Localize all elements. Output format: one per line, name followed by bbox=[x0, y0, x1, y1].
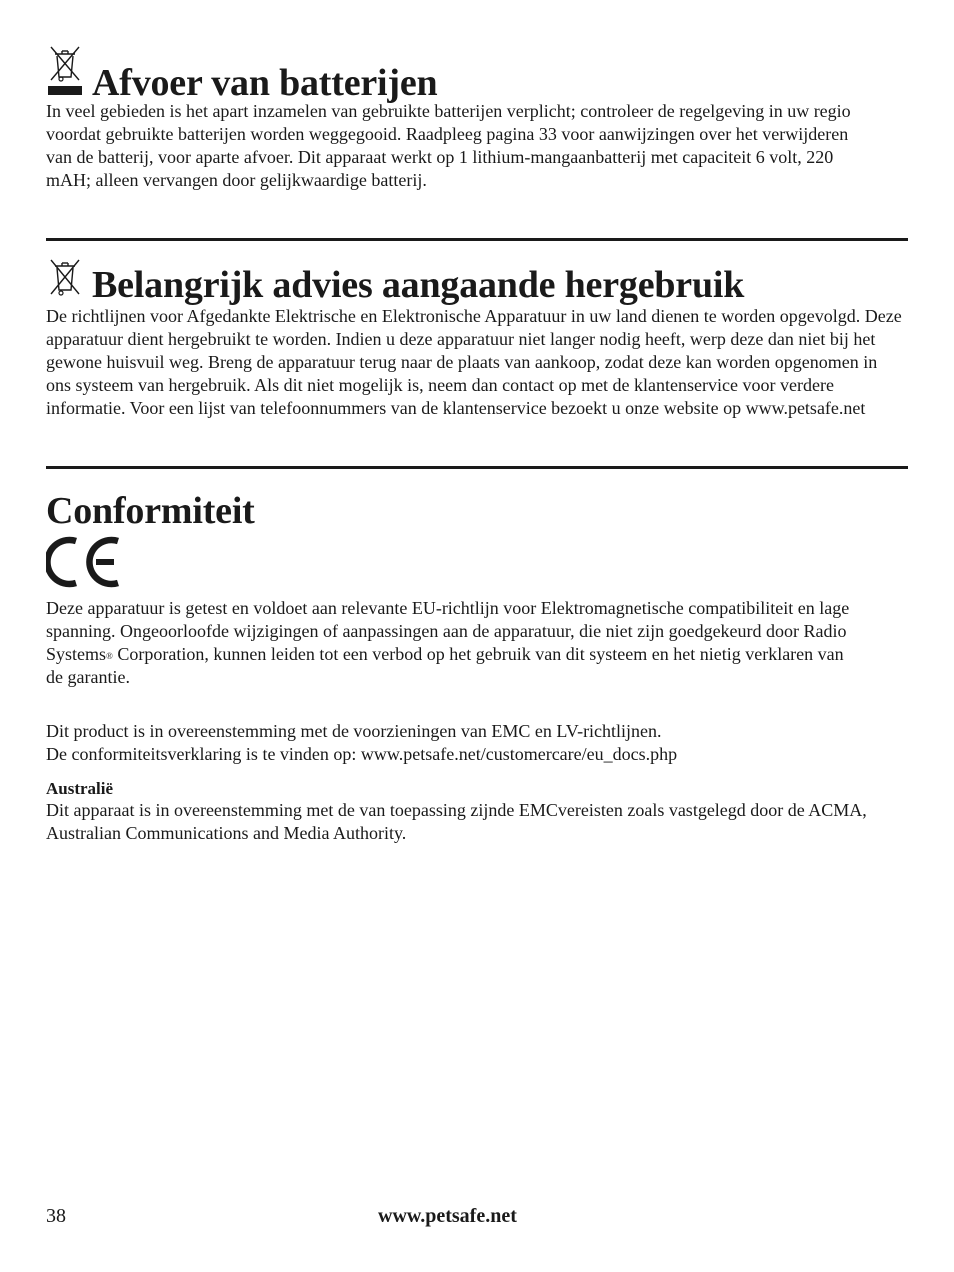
conformity-text bbox=[46, 597, 856, 689]
emc-lv-line: Dit product is in overeenstemming met de voorzieningen van EMC en LV-richtlijnen. bbox=[46, 721, 662, 741]
registered-mark: ® bbox=[106, 651, 113, 661]
battery-disposal-text: In veel gebieden is het apart inzamelen van gebruikte batterijen verplicht; controleer de regelgeving in uw regio voordat gebruikte batterijen worden weggegooid. Raadpleeg pagina 33 voor aanwijzingen over het verwijderen van de batterij, voor aparte afvoer. Dit apparaat werkt op 1 lithium-mangaanbatterij met capaciteit 6 volt, 220 mAH; alleen vervangen door gelijkwaardige batterij. bbox=[46, 101, 851, 190]
crossed-out-bin-icon bbox=[46, 44, 84, 105]
ce-mark-icon bbox=[46, 535, 122, 594]
section-battery-disposal-header bbox=[46, 44, 437, 105]
australia-heading: Australië bbox=[46, 779, 114, 798]
recycling-advice-text: De richtlijnen voor Afgedankte Elektrische en Elektronische Apparatuur in uw land dienen te worden opgevolgd. Deze apparatuur dient hergebruikt te worden. Indien u deze apparatuur niet langer nodig heeft, werp deze dan niet bij het gewone huisvuil weg. Breng de apparatuur terug naar de plaats van aankoop, zodat deze kan worden opgenomen in ons systeem van hergebruik. Als dit niet mogelijk is, neem dan contact op met de klantenservice voor verdere informatie. Voor een lijst van telefoonnummers van de klantenservice bezoekt u onze website op www.petsafe.net bbox=[46, 306, 902, 418]
conformity-text-part: Deze apparatuur is getest en voldoet aan relevante EU-richtlijn voor Elektromagnetische compatibiliteit en lage spanning. Ongeoorloofde wijzigingen of aanpassingen aan de apparatuur, die niet zijn goedgekeurd door Radio Systems bbox=[46, 598, 850, 664]
section-title: Belangrijk advies aangaande hergebruik bbox=[92, 264, 745, 306]
crossed-out-bin-icon bbox=[46, 258, 84, 307]
divider bbox=[46, 238, 908, 241]
footer-url[interactable]: www.petsafe.net bbox=[378, 1205, 517, 1227]
section-title: Afvoer van batterijen bbox=[92, 62, 438, 104]
conformity-text-part: Corporation, kunnen leiden tot een verbod op het gebruik van dit systeem en het nietig verklaren van de garantie. bbox=[46, 644, 844, 687]
section-title-conformiteit: Conformiteit bbox=[46, 490, 255, 532]
australia-text: Dit apparaat is in overeenstemming met de van toepassing zijnde EMCvereisten zoals vastgelegd door de ACMA, Australian Communications and Media Authority. bbox=[46, 800, 867, 843]
declaration-link-line: De conformiteitsverklaring is te vinden op: www.petsafe.net/customercare/eu_docs.php bbox=[46, 744, 678, 764]
emc-lv-text bbox=[46, 720, 908, 766]
section-recycling-header bbox=[46, 258, 744, 307]
page-number: 38 bbox=[46, 1205, 66, 1227]
divider bbox=[46, 466, 908, 469]
